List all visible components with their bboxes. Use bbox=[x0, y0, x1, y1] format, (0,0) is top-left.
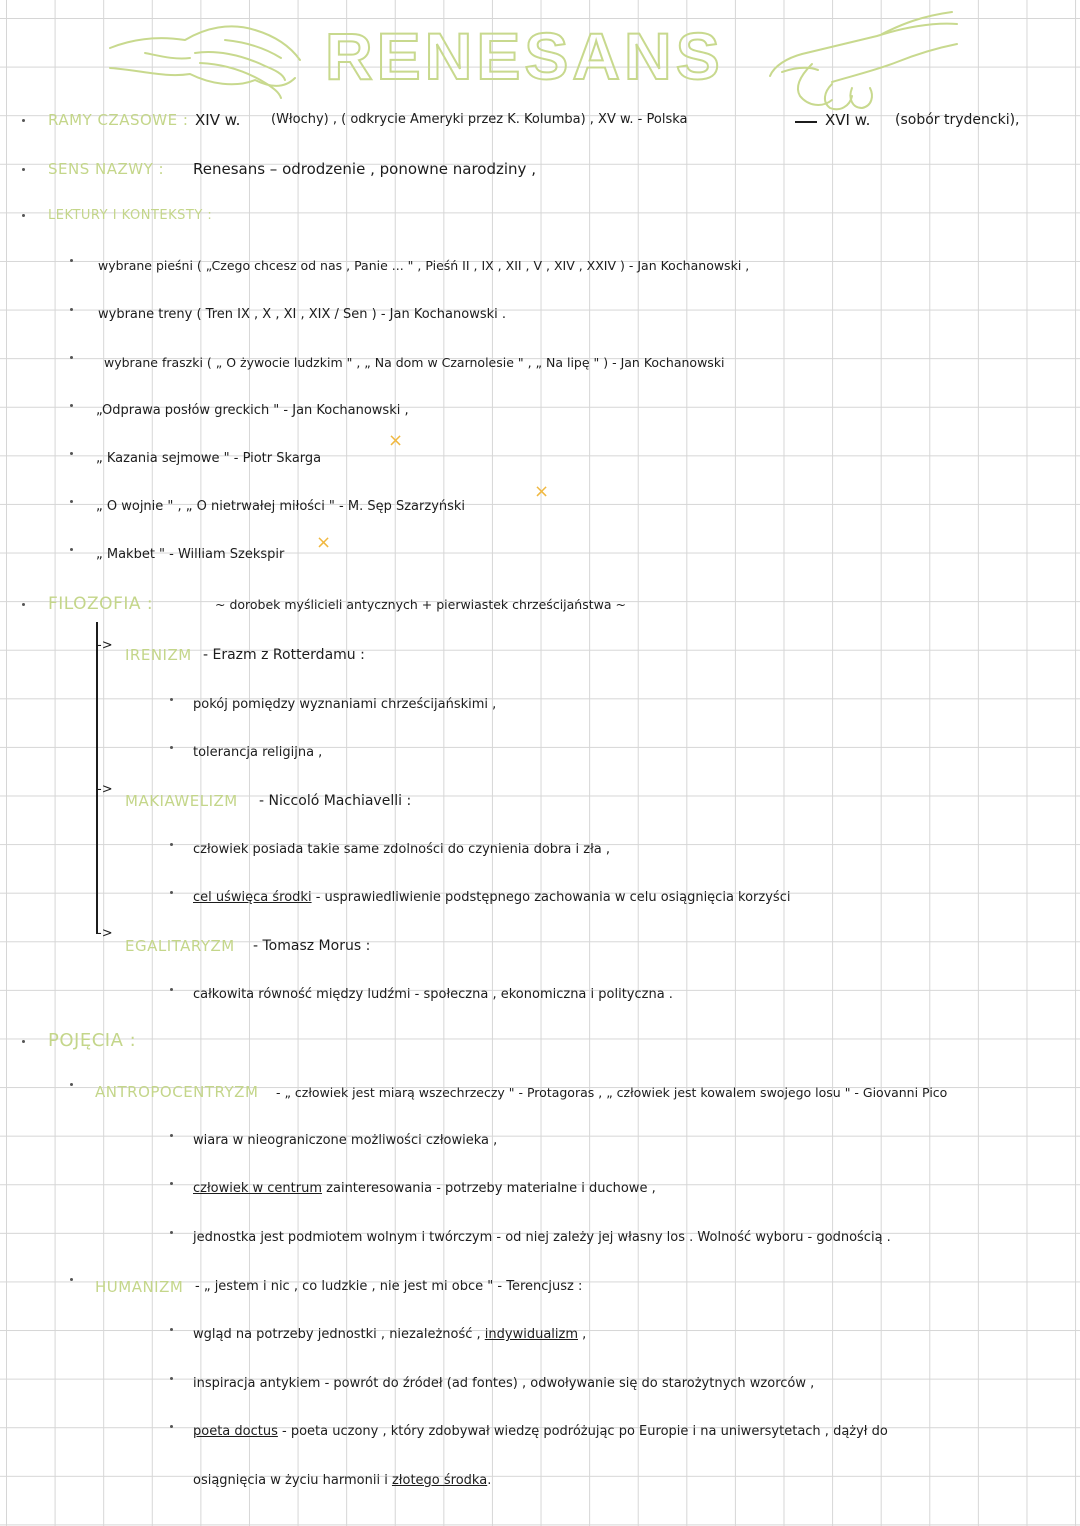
arrow-icon: -> bbox=[97, 926, 113, 941]
egalitaryzm-point: całkowita równość między ludźmi - społeczna , ekonomiczna i polityczna . bbox=[193, 987, 673, 1002]
bullet bbox=[70, 259, 73, 262]
humanizm-point: inspiracja antykiem - powrót do źródeł (ad fontes) , odwoływanie się do starożytnych wzorców , bbox=[193, 1376, 815, 1391]
left-hand-drawing bbox=[105, 8, 305, 108]
egalitaryzm-name: EGALITARYZM bbox=[125, 937, 235, 955]
bullet bbox=[170, 746, 173, 749]
bullet bbox=[22, 168, 25, 171]
bullet bbox=[170, 698, 173, 701]
ramy-t1: XIV w. bbox=[195, 111, 241, 129]
bullet bbox=[22, 1040, 25, 1043]
ramy-t4: (sobór trydencki), bbox=[895, 112, 1020, 128]
bullet bbox=[170, 891, 173, 894]
underlined-term: cel uświęca środki bbox=[193, 890, 312, 905]
pojecia-label: POJĘCIA : bbox=[48, 1030, 137, 1051]
filozofia-label: FILOZOFIA : bbox=[48, 594, 154, 614]
lektura-item: „ Makbet " - William Szekspir bbox=[96, 547, 285, 562]
bullet bbox=[170, 1328, 173, 1331]
lektura-item: „ Kazania sejmowe " - Piotr Skarga bbox=[96, 451, 322, 466]
point-text: , bbox=[578, 1327, 587, 1342]
underlined-term: indywidualizm bbox=[484, 1327, 578, 1342]
underlined-term: poeta doctus bbox=[193, 1424, 278, 1439]
humanizm-point bbox=[193, 1327, 586, 1342]
bullet bbox=[70, 1278, 73, 1281]
humanizm-quote: - „ jestem i nic , co ludzkie , nie jest mi obce " - Terencjusz : bbox=[195, 1279, 583, 1294]
irenizm-point: tolerancja religijna , bbox=[193, 745, 323, 760]
bullet bbox=[170, 1182, 173, 1185]
bullet bbox=[22, 603, 25, 606]
point-text: wgląd na potrzeby jednostki , niezależność , bbox=[193, 1327, 485, 1342]
antropo-point: wiara w nieograniczone możliwości człowieka , bbox=[193, 1133, 498, 1148]
egalitaryzm-author: - Tomasz Morus : bbox=[253, 938, 371, 954]
bullet bbox=[22, 214, 25, 217]
lektura-item: wybrane fraszki ( „ O żywocie ludzkim " , „ Na dom w Czarnolesie " , „ Na lipę " ) - Jan Kochanowski bbox=[104, 355, 725, 370]
humanizm-point bbox=[193, 1424, 888, 1439]
cross-mark: × bbox=[388, 430, 404, 451]
bullet bbox=[170, 1425, 173, 1428]
antropo-point bbox=[193, 1181, 656, 1196]
makiawelizm-name: MAKIAWELIZM bbox=[125, 792, 238, 810]
makiawelizm-author: - Niccoló Machiavelli : bbox=[259, 793, 412, 809]
cross-mark: × bbox=[316, 532, 332, 553]
page-title: RENESANS bbox=[325, 19, 724, 93]
irenizm-name: IRENIZM bbox=[125, 646, 192, 664]
filozofia-intro: ~ dorobek myślicieli antycznych + pierwiastek chrześcijaństwa ~ bbox=[215, 597, 626, 612]
bullet bbox=[70, 356, 73, 359]
point-text: osiągnięcia w życiu harmonii i bbox=[193, 1473, 392, 1488]
bullet bbox=[70, 548, 73, 551]
right-hand-drawing bbox=[752, 4, 962, 114]
ramy-t2: (Włochy) , ( odkrycie Ameryki przez K. Kolumba) , XV w. - Polska bbox=[271, 112, 688, 127]
antropo-point: jednostka jest podmiotem wolnym i twórczym - od niej zależy jej własny los . Wolność wyboru - godnością . bbox=[193, 1230, 891, 1245]
lektura-item: wybrane pieśni ( „Czego chcesz od nas , Panie ... " , Pieśń II , IX , XII , V , XIV , XXIV ) - Jan Kochanowski , bbox=[98, 258, 750, 273]
antropocentryzm-quote: - „ człowiek jest miarą wszechrzeczy " - Protagoras , „ człowiek jest kowalem swojego losu " - Giovanni Pico bbox=[276, 1085, 948, 1100]
bullet bbox=[170, 1231, 173, 1234]
bullet bbox=[170, 988, 173, 991]
bullet bbox=[70, 500, 73, 503]
point-text: - poeta uczony , który zdobywał wiedzę podróżując po Europie i na uniwersytetach , dążył do bbox=[277, 1424, 888, 1439]
makiawelizm-point bbox=[193, 890, 790, 905]
humanizm-name: HUMANIZM bbox=[95, 1278, 184, 1296]
point-text: . bbox=[487, 1473, 492, 1488]
arrow-icon: -> bbox=[97, 638, 113, 653]
bullet bbox=[70, 1083, 73, 1086]
ramy-t3: XVI w. bbox=[825, 111, 871, 129]
underlined-term: złotego środka bbox=[391, 1473, 488, 1488]
bullet bbox=[170, 1377, 173, 1380]
antropocentryzm-name: ANTROPOCENTRYZM bbox=[95, 1083, 259, 1101]
bullet bbox=[22, 119, 25, 122]
dash-line bbox=[795, 121, 817, 123]
underlined-term: człowiek w centrum bbox=[193, 1181, 323, 1196]
tree-line bbox=[96, 622, 98, 934]
humanizm-point-continued bbox=[193, 1473, 491, 1488]
cross-mark: × bbox=[534, 481, 550, 502]
lektura-item: „ O wojnie " , „ O nietrwałej miłości " - M. Sęp Szarzyński bbox=[96, 499, 466, 514]
irenizm-point: pokój pomiędzy wyznaniami chrześcijańskimi , bbox=[193, 697, 497, 712]
bullet bbox=[70, 404, 73, 407]
arrow-icon: -> bbox=[97, 782, 113, 797]
bullet bbox=[70, 452, 73, 455]
lektura-item: wybrane treny ( Tren IX , X , XI , XIX / Sen ) - Jan Kochanowski . bbox=[98, 307, 507, 322]
point-text: - usprawiedliwienie podstępnego zachowania w celu osiągnięcia korzyści bbox=[311, 890, 791, 905]
makiawelizm-point: człowiek posiada takie same zdolności do czynienia dobra i zła , bbox=[193, 842, 610, 857]
ramy-label: RAMY CZASOWE : bbox=[48, 111, 189, 129]
bullet bbox=[170, 843, 173, 846]
lektury-label: LEKTURY I KONTEKSTY : bbox=[48, 208, 213, 223]
point-text: zainteresowania - potrzeby materialne i duchowe , bbox=[322, 1181, 656, 1196]
irenizm-author: - Erazm z Rotterdamu : bbox=[203, 647, 365, 663]
sens-text: Renesans – odrodzenie , ponowne narodziny , bbox=[193, 160, 536, 178]
sens-label: SENS NAZWY : bbox=[48, 160, 165, 178]
bullet bbox=[170, 1134, 173, 1137]
bullet bbox=[70, 308, 73, 311]
lektura-item: „Odprawa posłów greckich " - Jan Kochanowski , bbox=[96, 403, 409, 418]
